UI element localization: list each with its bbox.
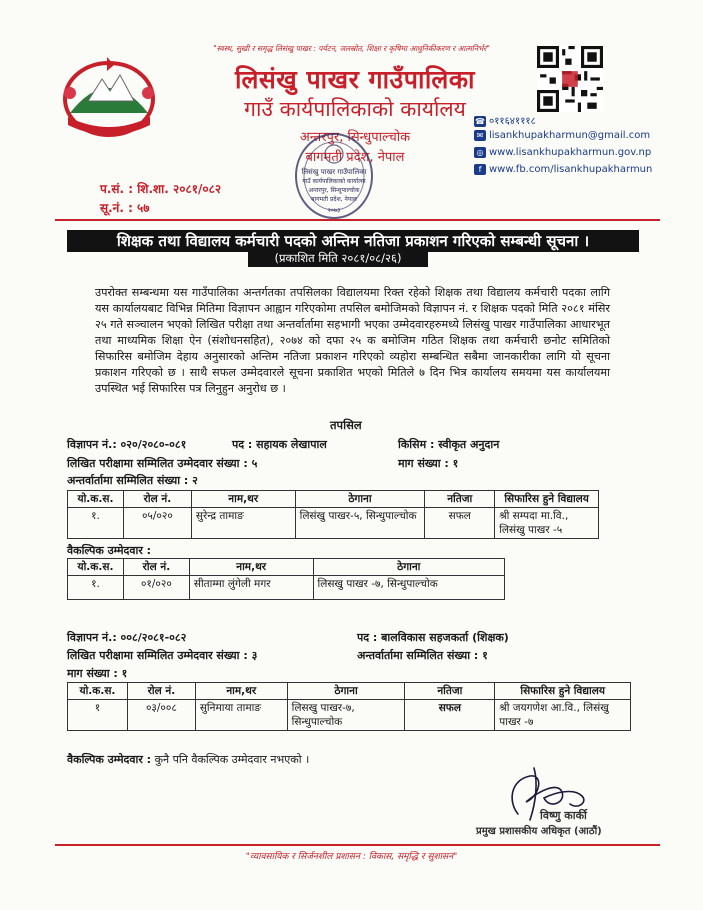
email-line bbox=[474, 130, 650, 141]
cell-name: सुरेन्द्र तामाङ bbox=[191, 508, 295, 539]
s1-post: पद : सहायक लेखापाल bbox=[232, 438, 327, 451]
cell-school: श्री जयगणेश आ.वि., लिसंखु पाखर -७ bbox=[495, 700, 631, 731]
s1-demand: माग संख्या : १ bbox=[398, 457, 459, 470]
reference-number: प.सं. : शि.शा. २०८१/०८२ bbox=[100, 182, 222, 196]
col-address: ठेगाना bbox=[287, 683, 405, 700]
cell-name: सीताम्मा लुंगेली मगर bbox=[189, 576, 313, 600]
website-line bbox=[474, 147, 651, 158]
s1-type: किसिम : स्वीकृत अनुदान bbox=[398, 438, 500, 451]
table-row bbox=[68, 508, 599, 539]
table-header-row bbox=[68, 683, 631, 700]
signatory-title: प्रमुख प्रशासकीय अधिकृत (आठौं) bbox=[476, 826, 602, 837]
col-roll: रोल नं. bbox=[123, 491, 191, 508]
email-icon: ✉ bbox=[474, 130, 486, 141]
col-school: सिफारिस हुने विद्यालय bbox=[495, 683, 631, 700]
office-province: बागमती प्रदेश, नेपाल bbox=[305, 150, 405, 165]
footer-slogan: "व्यावसायिक र सिर्जनशील प्रशासन : विकास, समृद्धि र सुशासन" bbox=[245, 852, 458, 862]
table-row bbox=[68, 700, 631, 731]
col-serial: यो.क.स. bbox=[68, 559, 124, 576]
s2-alt-line bbox=[67, 752, 309, 767]
org-name: लिसंखु पाखर गाउँपालिका bbox=[234, 65, 476, 94]
col-name: नाम,थर bbox=[191, 491, 295, 508]
phone-line bbox=[474, 113, 536, 127]
s2-interview-count: अन्तर्वार्तामा सम्मिलित संख्या : १ bbox=[357, 649, 488, 662]
col-result: नतिजा bbox=[405, 683, 495, 700]
s1-alt-label: वैकल्पिक उम्मेदवार : bbox=[67, 544, 152, 557]
s2-result-table bbox=[67, 682, 631, 731]
signatory-name: विष्णु कार्की bbox=[540, 809, 587, 822]
notice-body: उपरोक्त सम्बन्धमा यस गाउँपालिका अन्तर्गतका तपसिलका विद्यालयमा रिक्त रहेको शिक्षक तथा विद्यालय कर्मचारी पदका लागि यस कार्यालयबाट विभिन्न मितिमा विज्ञापन आह्वान गरिएकोमा तपसिल बमोजिमको विज्ञापन नं. र शिक्षक पदको मिति २०८१ मंसिर २५ गते सञ्चालन भएको लिखित परीक्षा तथा अन्तर्वार्तामा सहभागी भएका उम्मेदवारहरुमध्ये लिसंखु पाखर गाउँपालिका आधारभूत तथा माध्यमिक शिक्षा ऐन (संशोधनसहित), २०७४ को दफा २५ क बमोजिम गठित शिक्षक तथा कर्मचारी छनोट समितिको सिफारिस बमोजिम देहाय अनुसारको अन्तिम नतिजा प्रकाशन गरिएको व्यहोरा सम्बन्धित सबैमा जानकारीका लागि यो सूचना प्रकाशन गरिएको छ । साथै सफल उम्मेदवारले सूचना प्रकाशित भएको मितिले ७ दिन भित्र कार्यालय समयमा यस कार्यालयमा उपस्थित भई सिफारिस पत्र लिनुहुन अनुरोध छ । bbox=[95, 286, 610, 395]
cell-result: सफल bbox=[425, 508, 495, 539]
cell-name: सुनिमाया तामाङ bbox=[195, 700, 287, 731]
stamp-year: २०७३ bbox=[327, 207, 341, 214]
cell-roll: ०१/०२० bbox=[123, 576, 189, 600]
emblem-logo bbox=[50, 53, 168, 143]
col-roll: रोल नं. bbox=[123, 559, 189, 576]
s2-alt-text: कुनै पनि वैकल्पिक उम्मेदवार नभएको । bbox=[154, 753, 310, 766]
website-link[interactable]: www.lisankhupakharmun.gov.np bbox=[489, 147, 652, 158]
cell-result: सफल bbox=[405, 700, 495, 731]
facebook-link[interactable]: www.fb.com/lisankhupakharmun bbox=[489, 164, 653, 175]
col-school: सिफारिस हुने विद्यालय bbox=[495, 491, 599, 508]
s2-written-count: लिखित परीक्षामा सम्मिलित उम्मेदवार संख्या : ३ bbox=[67, 649, 258, 662]
s2-demand: माग संख्या : १ bbox=[67, 667, 128, 680]
s1-alt-table bbox=[67, 558, 505, 600]
stamp-line4: बागमती प्रदेश, नेपाल bbox=[311, 196, 357, 203]
col-result: नतिजा bbox=[425, 491, 495, 508]
office-location: अन्तरपुर, सिन्धुपाल्चोक bbox=[299, 130, 411, 145]
cell-roll: ०५/०२० bbox=[123, 508, 191, 539]
cell-address: लिसखु पाखर-७, सिन्धुपाल्चोक bbox=[287, 700, 405, 731]
globe-icon: ◎ bbox=[474, 147, 486, 158]
s1-ad-number: विज्ञापन नं.: ०२०/२०८०-०८१ bbox=[67, 438, 187, 451]
col-address: ठेगाना bbox=[313, 559, 505, 576]
phone-icon: ☎ bbox=[475, 117, 485, 126]
cell-serial: १. bbox=[68, 508, 124, 539]
cell-school: श्री सम्पदा मा.वि., लिसंखु पाखर -५ bbox=[495, 508, 599, 539]
cell-serial: १ bbox=[68, 700, 128, 731]
stamp-line3: अन्तरपुर, सिन्धुपाल्चोक bbox=[308, 187, 360, 194]
s2-ad-number: विज्ञापन नं.: ००८/२०८१-०८२ bbox=[67, 631, 187, 644]
cell-address: लिसंखु पाखर-५, सिन्धुपाल्चोक bbox=[295, 508, 425, 539]
table-row bbox=[68, 576, 505, 600]
col-address: ठेगाना bbox=[295, 491, 425, 508]
tapasil-heading: तपसिल bbox=[330, 418, 362, 432]
cell-roll: ०३/००८ bbox=[127, 700, 195, 731]
cell-address: लिसखु पाखर -७, सिन्धुपाल्चोक bbox=[313, 576, 505, 600]
cell-serial: १. bbox=[68, 576, 124, 600]
notice-title: शिक्षक तथा विद्यालय कर्मचारी पदको अन्तिम नतिजा प्रकाशन गरिएको सम्बन्धी सूचना । bbox=[67, 230, 639, 252]
header-divider bbox=[55, 219, 660, 221]
stamp-line2: गाउँ कार्यपालिकाको कार्यालय bbox=[302, 178, 366, 185]
header-motto: "स्वस्थ, सुखी र समृद्ध लिसंखु पाखर : पर्यटन, जलस्रोत, शिक्षा र कृषिमा आधुनिकीकरण र आत्मनिर्भर" bbox=[213, 44, 490, 53]
qr-code bbox=[537, 46, 603, 112]
facebook-line bbox=[474, 164, 652, 175]
table-header-row bbox=[68, 559, 505, 576]
s1-written-count: लिखित परीक्षामा सम्मिलित उम्मेदवार संख्या : ५ bbox=[67, 457, 258, 470]
col-name: नाम,थर bbox=[195, 683, 287, 700]
dispatch-number: सू.नं. : ५७ bbox=[100, 201, 150, 215]
facebook-icon: f bbox=[474, 164, 486, 175]
office-name: गाउँ कार्यपालिकाको कार्यालय bbox=[244, 97, 466, 121]
col-name: नाम,थर bbox=[189, 559, 313, 576]
s2-alt-label: वैकल्पिक उम्मेदवार : bbox=[67, 753, 152, 766]
col-serial: यो.क.स. bbox=[68, 683, 128, 700]
s1-interview-count: अन्तर्वार्तामा सम्मिलित संख्या : २ bbox=[67, 474, 198, 487]
col-serial: यो.क.स. bbox=[68, 491, 124, 508]
s1-result-table bbox=[67, 490, 599, 539]
col-roll: रोल नं. bbox=[127, 683, 195, 700]
email-address[interactable]: lisankhupakharmun@gmail.com bbox=[489, 130, 651, 141]
stamp-line1: लिसंखु पाखर गाउँपालिका bbox=[301, 168, 367, 176]
office-stamp bbox=[292, 128, 377, 223]
publication-date: (प्रकाशित मिति २०८१/०८/२६) bbox=[248, 250, 428, 267]
footer-divider bbox=[55, 844, 660, 846]
s2-post: पद : बालविकास सहजकर्ता (शिक्षक) bbox=[357, 631, 509, 644]
table-header-row bbox=[68, 491, 599, 508]
phone-number: ०११६४१११८ bbox=[489, 116, 536, 127]
